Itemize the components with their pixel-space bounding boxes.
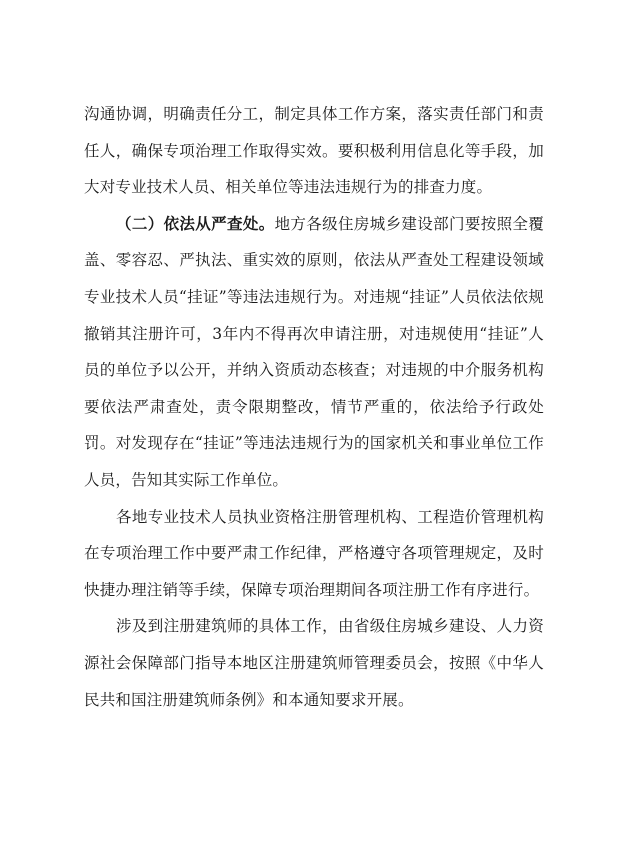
section-body: 地方各级住房城乡建设部门要按照全覆盖、零容忍、严执法、重实效的原则，依法从严查处工程建设领域专业技术人员“挂证”等违法违规行为。对违规“挂证”人员依法依规撤销其注册许可，3年内不得再次申请注册，对违规使用“挂证”人员的单位予以公开，并纳入资质动态核查；对违规的中介服务机构要依法严肃查处，责令限期整改，情节严重的，依法给予行政处罚。对发现存在“挂证”等违法违规行为的国家机关和事业单位工作人员，告知其实际工作单位。 [84,214,544,489]
paragraph-registered-architects: 涉及到注册建筑师的具体工作，由省级住房城乡建设、人力资源社会保障部门指导本地区注册建筑师管理委员会，按照《中华人民共和国注册建筑师条例》和本通知要求开展。 [84,617,544,709]
section-heading: （二）依法从严查处。 [116,214,275,233]
paragraph-registration-agencies: 各地专业技术人员执业资格注册管理机构、工程造价管理机构在专项治理工作中要严肃工作纪律，严格遵守各项管理规定，及时快捷办理注销等手续，保障专项治理期间各项注册工作有序进行。 [84,507,544,599]
document-body [84,96,544,718]
paragraph-continuation: 沟通协调，明确责任分工，制定具体工作方案，落实责任部门和责任人，确保专项治理工作取得实效。要积极利用信息化等手段，加大对专业技术人员、相关单位等违法违规行为的排查力度。 [84,105,544,197]
paragraph-strict-investigation [84,206,544,499]
